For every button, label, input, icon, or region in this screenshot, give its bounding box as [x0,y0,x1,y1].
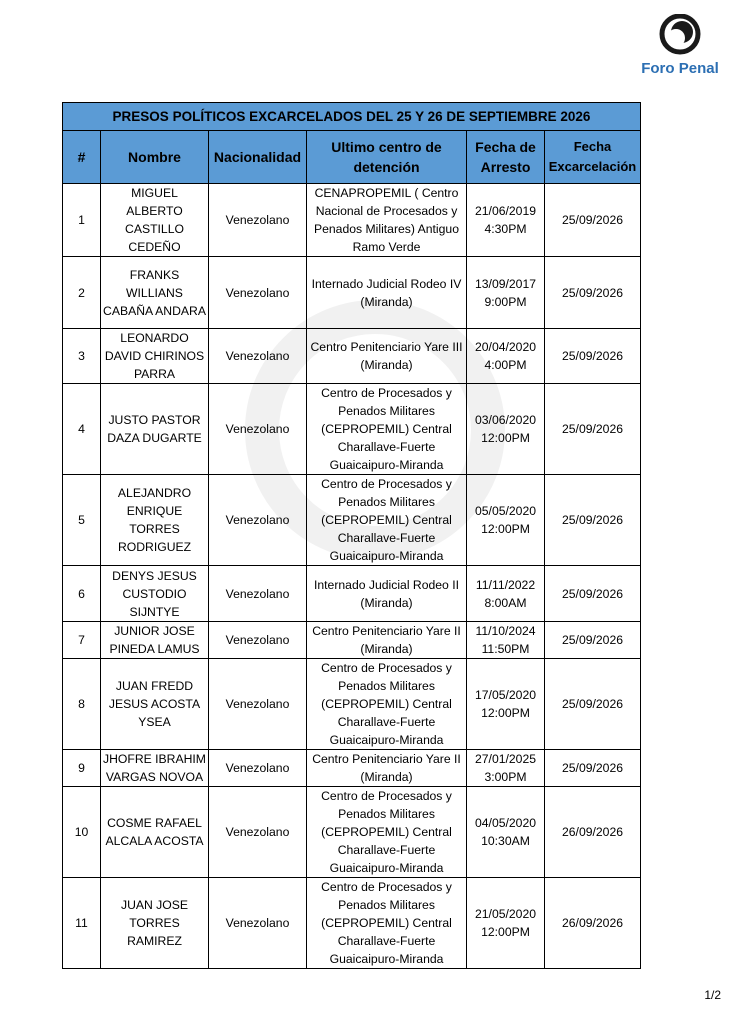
page-number: 1/2 [704,988,721,1002]
row-release-date: 25/09/2026 [545,566,641,622]
row-number: 6 [63,566,101,622]
row-number: 8 [63,659,101,750]
row-name: COSME RAFAEL ALCALA ACOSTA [101,787,209,878]
row-name: JUSTO PASTOR DAZA DUGARTE [101,384,209,475]
row-nationality: Venezolano [209,659,307,750]
table-title: PRESOS POLÍTICOS EXCARCELADOS DEL 25 Y 26 DE SEPTIEMBRE 2026 [63,103,641,131]
row-name: ALEJANDRO ENRIQUE TORRES RODRIGUEZ [101,475,209,566]
row-name: JUAN JOSE TORRES RAMIREZ [101,878,209,969]
row-arrest-time: 10:30AM [481,834,530,848]
row-arrest-time: 4:00PM [484,358,527,372]
table-header-row [63,131,641,184]
row-release-date: 25/09/2026 [545,750,641,787]
row-arrest-time: 3:00PM [484,770,527,784]
row-name: LEONARDO DAVID CHIRINOS PARRA [101,329,209,384]
row-arrest-date: 21/05/2020 [475,907,536,921]
row-detention-center: Centro de Procesados y Penados Militares (CEPROPEMIL) Central Charallave-Fuerte Guaicaipuro-Miranda [307,787,467,878]
table-row [63,329,641,384]
row-detention-center: Centro Penitenciario Yare III (Miranda) [307,329,467,384]
row-arrest-date: 03/06/2020 [475,413,536,427]
row-arrest [467,184,545,257]
row-number: 9 [63,750,101,787]
row-detention-center: Centro de Procesados y Penados Militares (CEPROPEMIL) Central Charallave-Fuerte Guaicaipuro-Miranda [307,384,467,475]
row-arrest [467,750,545,787]
row-nationality: Venezolano [209,329,307,384]
header-release-date: Fecha Excarcelación [545,131,641,184]
row-number: 1 [63,184,101,257]
row-detention-center: Centro Penitenciario Yare II (Miranda) [307,750,467,787]
row-arrest-date: 21/06/2019 [475,204,536,218]
row-number: 5 [63,475,101,566]
row-number: 10 [63,787,101,878]
row-arrest-date: 04/05/2020 [475,816,536,830]
foro-penal-logo-icon [656,14,704,58]
row-arrest-time: 12:00PM [481,925,530,939]
table-row [63,475,641,566]
row-release-date: 25/09/2026 [545,184,641,257]
row-arrest-date: 27/01/2025 [475,752,536,766]
released-prisoners-table [62,102,641,969]
row-name: JHOFRE IBRAHIM VARGAS NOVOA [101,750,209,787]
row-release-date: 25/09/2026 [545,329,641,384]
row-number: 11 [63,878,101,969]
row-release-date: 25/09/2026 [545,659,641,750]
row-arrest [467,475,545,566]
row-arrest-date: 20/04/2020 [475,340,536,354]
row-name: FRANKS WILLIANS CABAÑA ANDARA [101,257,209,329]
row-release-date: 25/09/2026 [545,384,641,475]
row-nationality: Venezolano [209,878,307,969]
table-row [63,184,641,257]
row-arrest [467,329,545,384]
row-name: MIGUEL ALBERTO CASTILLO CEDEÑO [101,184,209,257]
row-name: JUAN FREDD JESUS ACOSTA YSEA [101,659,209,750]
row-detention-center: Internado Judicial Rodeo II (Miranda) [307,566,467,622]
row-release-date: 26/09/2026 [545,787,641,878]
row-release-date: 25/09/2026 [545,622,641,659]
row-arrest-date: 05/05/2020 [475,504,536,518]
row-number: 2 [63,257,101,329]
row-arrest [467,384,545,475]
row-arrest [467,787,545,878]
header-arrest-date: Fecha de Arresto [467,131,545,184]
row-number: 4 [63,384,101,475]
row-detention-center: Centro de Procesados y Penados Militares (CEPROPEMIL) Central Charallave-Fuerte Guaicaipuro-Miranda [307,475,467,566]
header-detention-center: Ultimo centro de detención [307,131,467,184]
row-arrest [467,566,545,622]
row-name: JUNIOR JOSE PINEDA LAMUS [101,622,209,659]
table-row [63,257,641,329]
logo [640,14,720,77]
row-nationality: Venezolano [209,257,307,329]
row-nationality: Venezolano [209,750,307,787]
row-release-date: 25/09/2026 [545,257,641,329]
row-detention-center: Centro de Procesados y Penados Militares (CEPROPEMIL) Central Charallave-Fuerte Guaicaipuro-Miranda [307,659,467,750]
row-arrest [467,622,545,659]
header-nationality: Nacionalidad [209,131,307,184]
row-arrest [467,257,545,329]
row-arrest-time: 12:00PM [481,431,530,445]
table-row [63,878,641,969]
table-row [63,750,641,787]
row-release-date: 26/09/2026 [545,878,641,969]
row-arrest-time: 4:30PM [484,222,527,236]
row-release-date: 25/09/2026 [545,475,641,566]
row-arrest [467,659,545,750]
row-name: DENYS JESUS CUSTODIO SIJNTYE [101,566,209,622]
header-number: # [63,131,101,184]
row-arrest-time: 8:00AM [484,595,527,610]
row-nationality: Venezolano [209,384,307,475]
row-arrest-date: 17/05/2020 [475,688,536,702]
row-detention-center: Centro de Procesados y Penados Militares (CEPROPEMIL) Central Charallave-Fuerte Guaicaipuro-Miranda [307,878,467,969]
row-arrest-time: 12:00PM [481,522,530,536]
row-number: 3 [63,329,101,384]
row-arrest-date: 11/10/2024 [475,624,536,638]
row-detention-center: CENAPROPEMIL ( Centro Nacional de Procesados y Penados Militares) Antiguo Ramo Verde [307,184,467,257]
table-row [63,659,641,750]
table-row [63,787,641,878]
row-nationality: Venezolano [209,566,307,622]
row-number: 7 [63,622,101,659]
header-name: Nombre [101,131,209,184]
row-nationality: Venezolano [209,184,307,257]
row-arrest-date: 13/09/2017 [475,276,536,291]
row-detention-center: Internado Judicial Rodeo IV (Miranda) [307,257,467,329]
row-arrest [467,878,545,969]
table-row [63,566,641,622]
table-row [63,622,641,659]
row-arrest-date: 11/11/2022 [475,577,536,592]
row-detention-center: Centro Penitenciario Yare II (Miranda) [307,622,467,659]
logo-text: Foro Penal [641,60,719,77]
row-arrest-time: 12:00PM [481,706,530,720]
row-arrest-time: 9:00PM [484,294,527,309]
row-nationality: Venezolano [209,787,307,878]
table-row [63,384,641,475]
row-nationality: Venezolano [209,622,307,659]
row-nationality: Venezolano [209,475,307,566]
row-arrest-time: 11:50PM [481,642,530,656]
